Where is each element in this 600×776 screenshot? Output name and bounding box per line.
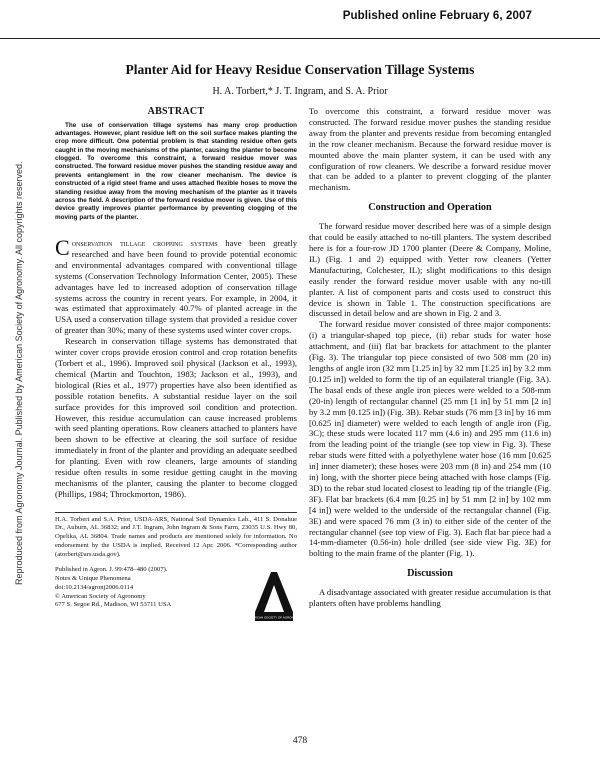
- intro-paragraph-2: Research in conservation tillage systems has demonstrated that winter cover crops provide erosion control and crop rotation benefits (Torbert et al., 1996). Improved soil physical (Jackson et al., 1993), chemical (Martin and Touchton, 1983; Jackson et al., 1993), and biological (Ries et al., 1977) properties have also been identified as possible rotation benefits. A substantial residue layer on the soil surface provides for this improved soil condition and protection. However, this residue accumulation can cause increased problems with seed planting operations. Row cleaners attached to planters have been shown to be effective at clearing the soil surface of residue immediately in front of the planter and providing an adequate seedbed for planting. Even with row cleaners, large amounts of standing residue often results in some residue getting caught in the moving mechanisms of the planter, causing the planter to become clogged (Phillips, 1984; Throckmorton, 1986).: [55, 336, 297, 499]
- intro-paragraph-1-rest: have been greatly researched and have been found to provide potential economic and environmental advantages compared with conventional tillage systems (Conservation Technology Information Center, 2005). These advantages have led to increased adoption of conservation tillage systems across the country in recent years. For example, in 2004, it was estimated that approximately 40.7% of planted acreage in the USA used a conservation tillage system that provided a residue cover of greater than 30%; many of these systems used winter cover crops.: [55, 238, 298, 336]
- pub-info-doi: doi:10.2134/agronj2006.0114: [55, 583, 134, 591]
- reproduction-notice: Reproduced from Agronomy Journal. Published by American Society of Agronomy. All copyrights reserved.: [14, 161, 24, 585]
- section-heading-discussion: Discussion: [407, 568, 453, 580]
- pub-info-address: 677 S. Segoe Rd., Madison, WI 53711 USA: [55, 601, 172, 609]
- section-heading-construction: Construction and Operation: [368, 202, 492, 214]
- published-online-date: Published online February 6, 2007: [342, 10, 532, 22]
- page-number: 478: [292, 736, 308, 746]
- intro-dropcap: C: [55, 235, 70, 260]
- abstract-heading: ABSTRACT: [147, 106, 205, 117]
- article-authors: H. A. Torbert,* J. T. Ingram, and S. A. Prior: [212, 86, 388, 97]
- right-paragraph-4: A disadvantage associated with greater residue accumulation is that planters often have problems handling: [309, 587, 551, 609]
- pub-info-copyright: © American Society of Agronomy: [55, 592, 146, 600]
- pub-info-section: Notes & Unique Phenomena: [55, 575, 131, 583]
- affiliation-note: H.A. Torbert and S.A. Prior, USDA-ARS, National Soil Dynamics Lab., 411 S. Donahue Dr., Auburn, AL 36832; and J.T. Ingram, John Ingram & Sons Farm, 23035 U.S. Hwy 80, Opelika, AL 36804. Trade names and products are mentioned solely for information. No endorsement by the USDA is implied. Received 12 Apr. 2006. *Corresponding author (atorbert@ars.usda.gov).: [55, 515, 297, 558]
- asa-logo-text: AMERICAN SOCIETY OF AGRONOMY: [247, 615, 301, 620]
- article-title: Planter Aid for Heavy Residue Conservation Tillage Systems: [125, 62, 475, 77]
- right-paragraph-3: The forward residue mover consisted of three major components: (i) a triangular-shaped top piece, (ii) rebar studs for water hose attachment, and (iii) flat bar brackets for attachment to the planter (Fig. 3). The triangular top piece consisted of two 508 mm (20 in) lengths of angle iron (32 mm [1.25 in] by 32 mm [1.25 in] by 3.2 mm [0.125 in]) welded to form the tip of an equilateral triangle (Fig. 3A). The basal ends of these angle iron pieces were welded to a 508-mm (20-in) length of rectangular channel (25 mm [1 in] by 51 mm [2 in] by 3.2 mm [0.125 in]) (Fig. 3B). Rebar studs (76 mm [3 in] by 16 mm [0.625 in] diameter) were welded to each length of angle iron (Fig. 3C); these studs were located 117 mm (4.6 in) and 295 mm (11.6 in) from the leading point of the triangle (see top view in Fig. 3). These rebar studs were fitted with a polyethylene water hose (16 mm [0.625 in] inner diameter); these hoses were 203 mm (8 in) and 254 mm (10 in) long, with the shorter piece being attached with hose clamps (Fig. 3D) to the rebar stud located closest to leading tip of the triangle (Fig. 3F). Flat bar brackets (6.4 mm [0.25 in] by 51 mm [2 in] by 102 mm [4 in]) were welded to the underside of the rectangular channel (Fig. 3E) and were spaced 76 mm (3 in) to either side of the center of the rectangular channel (see top view of Fig. 3). Each flat bar piece had a 14-mm-diameter (0.56-in) hole drilled (see side view Fig. 3E) for bolting to the main frame of the planter (Fig. 1).: [309, 319, 551, 559]
- publication-info: [55, 566, 225, 610]
- pub-info-citation: Published in Agron. J. 99:478–480 (2007).: [55, 566, 168, 574]
- footnote-divider: [55, 512, 297, 513]
- right-paragraph-1: To overcome this constraint, a forward residue mover was constructed. The forward residue mover pushes the standing residue away from the planter and prevents residue from becoming entangled in the row cleaner mechanism. Because the forward residue mover is mounted above the main planter system, it can be used with any configuration of row cleaners. We describe a forward residue mover that can be added to a planter to prevent clogging of the planter mechanism.: [309, 106, 551, 193]
- abstract-text: The use of conservation tillage systems has many crop production advantages. However, plant residue left on the soil surface makes planting the crop more difficult. One potential problem is that standing residue often gets caught in the moving mechanisms of the planter, causing the planter to become clogged. To overcome this constraint, a forward residue mover was constructed. The forward residue mover pushes the standing residue away and prevents entanglement in the row cleaner mechanism. The device is constructed of a rigid steel frame and uses attached flexible hoses to move the standing residue away from the moving mechanism of the planter as it travels across the field. A description of the forward residue mover is given. Use of this device greatly improves planter performance by preventing clogging of the moving parts of the planter.: [55, 121, 297, 221]
- left-column: [55, 106, 301, 626]
- asa-logo-icon: [247, 568, 301, 622]
- right-paragraph-2: The forward residue mover described here was of a simple design that could be easily attached to no-till planters. The system described here is for a four-row JD 1700 planter (Deere & Company, Moline, IL) (Fig. 1 and 2) equipped with Yetter row cleaners (Yetter Manufacturing, Colchester, IL); slight modifications to this design easily render the forward residue mover usable with any no-till planter. A list of component parts and costs used to construct this device is shown in Table 1. The construction specifications are discussed in detail below and are shown in Fig. 2 and 3.: [309, 221, 551, 319]
- right-column: [309, 106, 551, 609]
- reproduction-sidebar: [0, 50, 26, 610]
- publication-info-block: [55, 566, 301, 626]
- intro-smallcaps: onservation tillage cropping systems: [71, 238, 218, 248]
- journal-header-bar: [0, 0, 600, 39]
- intro-paragraph-1: [55, 235, 298, 336]
